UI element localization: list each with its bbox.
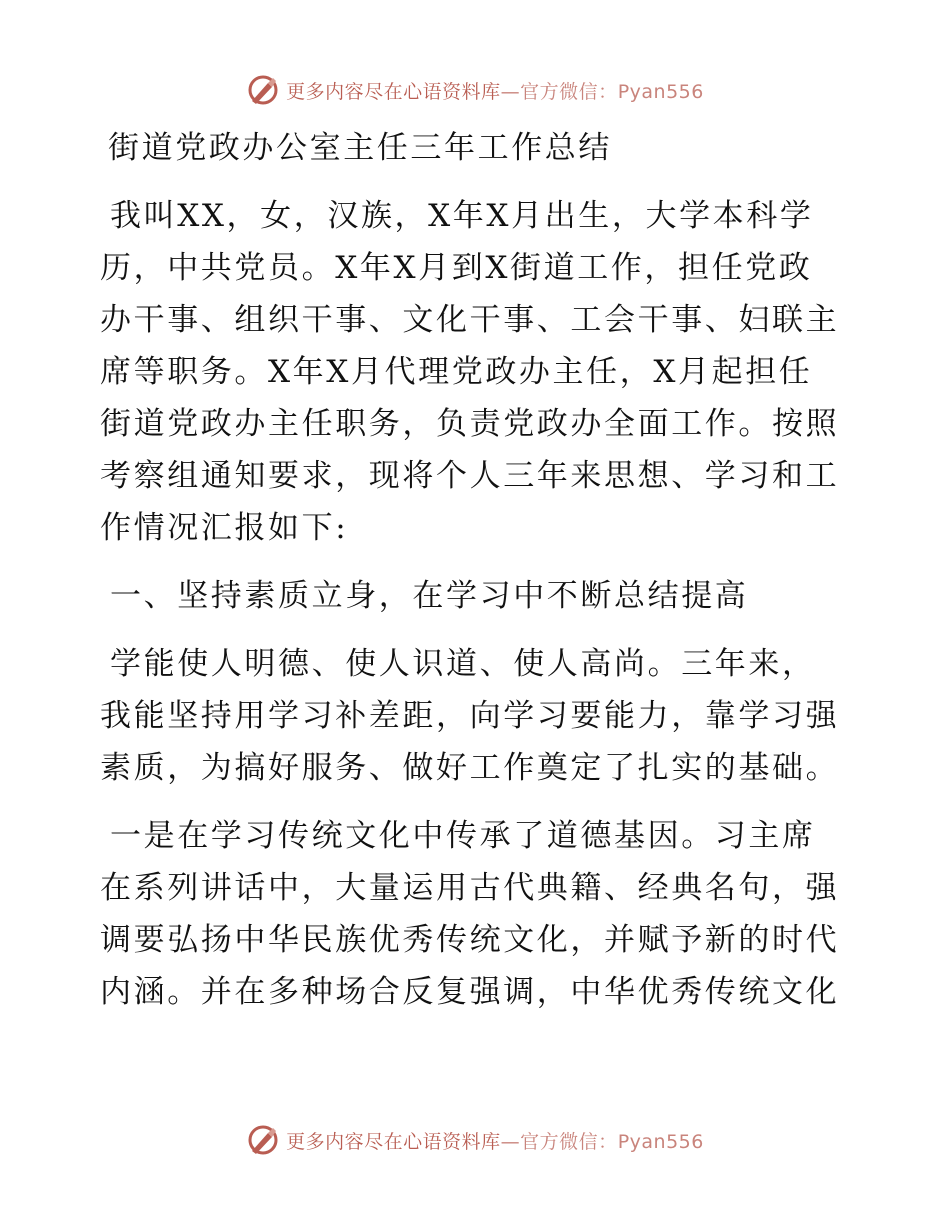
pen-logo-icon	[246, 1123, 280, 1157]
paragraph-line: 历，中共党员。X年X月到X街道工作，担任党政	[100, 250, 813, 286]
section-heading: 一、坚持素质立身，在学习中不断总结提高	[110, 578, 749, 614]
paragraph-line: 考察组通知要求，现将个人三年来思想、学习和工	[100, 458, 840, 494]
watermark-header	[0, 70, 950, 110]
pen-logo-icon	[246, 73, 280, 107]
paragraph-line: 在系列讲话中，大量运用古代典籍、经典名句，强	[100, 870, 840, 906]
paragraph-line: 内涵。并在多种场合反复强调，中华优秀传统文化	[100, 974, 840, 1010]
paragraph-line: 我叫XX，女，汉族，X年X月出生，大学本科学	[110, 198, 814, 234]
paragraph-culture	[100, 810, 860, 1018]
watermark-main: 更多内容尽在心语资料库	[286, 1130, 501, 1153]
watermark-id: Pyan556	[617, 80, 704, 103]
paragraph-intro	[100, 190, 860, 554]
paragraph-line: 街道党政办主任职务，负责党政办全面工作。按照	[100, 406, 840, 442]
paragraph-line: 作情况汇报如下:	[100, 510, 349, 546]
document-title: 街道党政办公室主任三年工作总结	[108, 130, 612, 166]
paragraph-line: 我能坚持用学习补差距，向学习要能力，靠学习强	[100, 698, 840, 734]
paragraph-line: 素质，为搞好服务、做好工作奠定了扎实的基础。	[100, 750, 840, 786]
watermark-footer	[0, 1120, 950, 1160]
paragraph-line: 席等职务。X年X月代理党政办主任，X月起担任	[100, 354, 813, 390]
paragraph-study	[100, 638, 860, 794]
watermark-dash: —官方微信：	[500, 80, 618, 103]
paragraph-line: 调要弘扬中华民族优秀传统文化，并赋予新的时代	[100, 922, 840, 958]
paragraph-line: 一是在学习传统文化中传承了道德基因。习主席	[110, 818, 816, 854]
paragraph-line: 学能使人明德、使人识道、使人高尚。三年来，	[110, 646, 816, 682]
watermark-main: 更多内容尽在心语资料库	[286, 80, 501, 103]
watermark-text	[286, 77, 704, 104]
document-body	[100, 122, 860, 1018]
watermark-text	[286, 1127, 704, 1154]
watermark-id: Pyan556	[617, 1130, 704, 1153]
paragraph-line: 办干事、组织干事、文化干事、工会干事、妇联主	[100, 302, 840, 338]
watermark-dash: —官方微信：	[500, 1130, 618, 1153]
